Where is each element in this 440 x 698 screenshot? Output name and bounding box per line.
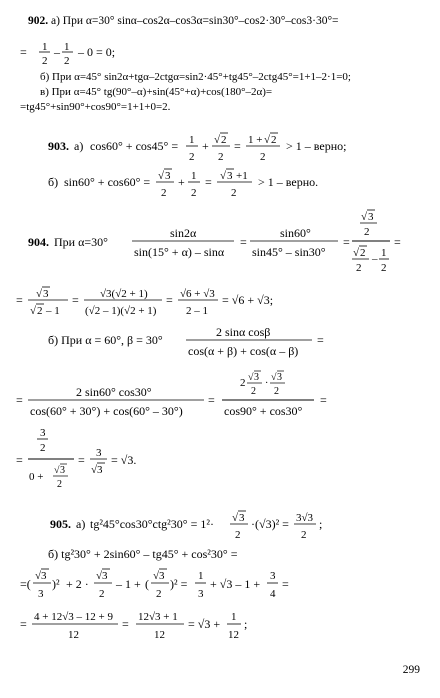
svg-text:·(√3)² =: ·(√3)² = [251, 517, 289, 531]
formula [8, 36, 208, 68]
problem-903-a [8, 128, 432, 168]
svg-text:3: 3 [40, 427, 46, 439]
svg-text:12: 12 [68, 629, 79, 641]
formula [8, 164, 432, 204]
problem-904-line1 [8, 206, 432, 282]
svg-text:2 sin60° cos30°: 2 sin60° cos30° [76, 385, 152, 399]
svg-text:2: 2 [40, 442, 46, 454]
svg-text:= √3.: = √3. [111, 453, 137, 467]
svg-text:–: – [54, 45, 60, 59]
svg-text:2: 2 [381, 262, 387, 274]
svg-text:(: ( [145, 577, 149, 591]
svg-text:3: 3 [227, 170, 233, 182]
svg-text:0 +: 0 + [29, 471, 44, 483]
svg-text:sin60° + cos60° =: sin60° + cos60° = [64, 175, 151, 189]
svg-text:2: 2 [274, 386, 279, 397]
svg-text:)²: )² [52, 577, 60, 591]
formula [8, 604, 432, 646]
svg-text:=: = [208, 393, 215, 407]
svg-text:3: 3 [277, 372, 282, 383]
problem-905-b: б) tg²30° + 2sin60° – tg45° + cos²30° = [48, 547, 238, 561]
svg-text:2: 2 [260, 151, 266, 163]
svg-text:4 + 12√3 – 12 + 9: 4 + 12√3 – 12 + 9 [34, 611, 113, 623]
page-number: 299 [402, 664, 420, 676]
svg-text:12: 12 [154, 629, 165, 641]
svg-text:2: 2 [240, 377, 246, 389]
svg-text:905.: 905. [50, 517, 71, 531]
svg-text:б): б) [48, 175, 59, 189]
problem-905-line3 [8, 564, 432, 606]
svg-text:1: 1 [231, 611, 237, 623]
svg-text:+: + [202, 139, 209, 153]
svg-text:904.: 904. [28, 235, 49, 249]
svg-text:=: = [234, 139, 241, 153]
svg-text:2: 2 [57, 479, 62, 490]
svg-text:1: 1 [189, 134, 195, 146]
svg-text:cos60° + cos45° =: cos60° + cos45° = [90, 139, 179, 153]
svg-text:√3(√2 + 1): √3(√2 + 1) [100, 288, 148, 300]
denominator: 2 [42, 55, 48, 67]
problem-902-line3: б) При α=45° sin2α+tgα–2ctgα=sin2·45°+tg45°–2ctg45°=1+1–2·1=0; [40, 71, 351, 83]
svg-text:3: 3 [43, 288, 49, 300]
formula [8, 206, 432, 282]
svg-text:1: 1 [64, 41, 70, 53]
svg-text:2: 2 [251, 386, 256, 397]
svg-text:= √3 +: = √3 + [188, 617, 221, 631]
svg-text:– 0 = 0;: – 0 = 0; [78, 45, 116, 59]
svg-text:=: = [343, 235, 350, 249]
problem-902-line5: =tg45°+sin90°+cos90°=1+1+0=2. [20, 101, 171, 113]
formula [8, 362, 432, 422]
svg-text:=: = [282, 577, 289, 591]
svg-text:√: √ [353, 247, 360, 259]
svg-text:=: = [16, 453, 23, 467]
svg-text:3: 3 [165, 170, 171, 182]
svg-text:=: = [205, 175, 212, 189]
svg-text:√: √ [361, 211, 368, 223]
svg-text:12√3 + 1: 12√3 + 1 [138, 611, 178, 623]
svg-text:3: 3 [368, 211, 374, 223]
svg-text:3: 3 [254, 372, 259, 383]
formula [8, 128, 432, 168]
formula [8, 424, 432, 496]
svg-text:+ √3 – 1 +: + √3 – 1 + [210, 577, 261, 591]
svg-text:√: √ [214, 134, 221, 146]
svg-text:=: = [317, 333, 324, 347]
svg-text:2 – 1: 2 – 1 [186, 305, 208, 317]
svg-text:=: = [20, 617, 27, 631]
svg-text:4: 4 [270, 588, 276, 600]
problem-904-c [8, 362, 432, 422]
svg-text:√: √ [264, 134, 271, 146]
svg-text:3: 3 [198, 588, 204, 600]
svg-text:=: = [122, 617, 129, 631]
svg-text:=: = [78, 453, 85, 467]
svg-text:sin45° – sin30°: sin45° – sin30° [252, 245, 326, 259]
formula [8, 322, 432, 362]
svg-text:√: √ [271, 372, 277, 383]
svg-text:√3: √3 [153, 570, 165, 582]
svg-text:=: = [166, 293, 173, 307]
svg-text:2: 2 [37, 305, 43, 317]
svg-text:– 1 +: – 1 + [116, 577, 141, 591]
svg-text:2: 2 [301, 529, 307, 541]
svg-text:2: 2 [356, 262, 362, 274]
svg-text:=: = [16, 293, 23, 307]
svg-text:а): а) [76, 517, 86, 531]
svg-text:> 1 – верно;: > 1 – верно; [286, 139, 347, 153]
svg-text:;: ; [319, 517, 323, 531]
svg-text:б) При α = 60°, β = 30°: б) При α = 60°, β = 30° [48, 333, 163, 347]
problem-905-a [8, 506, 432, 546]
svg-text:а): а) [74, 139, 84, 153]
problem-902-line1: 902. а) При α=30° sinα–cos2α–cos3α=sin30°–cos2·30°–cos3·30°= [28, 15, 339, 27]
svg-text:3√3: 3√3 [296, 512, 314, 524]
svg-text:1 +: 1 + [248, 134, 263, 146]
svg-text:;: ; [244, 617, 248, 631]
svg-text:√: √ [158, 170, 165, 182]
svg-text:– 1: – 1 [46, 305, 60, 317]
svg-text:При α=30°: При α=30° [54, 235, 108, 249]
svg-text:=: = [394, 235, 401, 249]
svg-text:903.: 903. [48, 139, 69, 153]
problem-902-line2 [8, 36, 432, 68]
svg-text:2: 2 [64, 55, 70, 67]
svg-text:1: 1 [198, 570, 204, 582]
svg-text:+: + [178, 175, 185, 189]
svg-text:=: = [320, 393, 327, 407]
svg-text:2: 2 [364, 226, 370, 238]
problem-904-b [8, 322, 432, 362]
svg-text:3: 3 [239, 512, 245, 524]
svg-text:sin(15° + α) – sinα: sin(15° + α) – sinα [134, 245, 225, 259]
svg-text:√3: √3 [91, 464, 103, 476]
svg-text:·: · [265, 378, 269, 389]
svg-text:= √6 + √3;: = √6 + √3; [222, 293, 274, 307]
formula [8, 564, 432, 606]
problem-903-b [8, 164, 432, 204]
problem-number: 902. [28, 15, 49, 27]
svg-text:2: 2 [218, 151, 224, 163]
svg-text:+1: +1 [236, 170, 248, 182]
formula [8, 282, 432, 322]
svg-text:√3: √3 [35, 570, 47, 582]
svg-text:=(: =( [20, 577, 31, 591]
svg-text:√: √ [220, 170, 227, 182]
problem-902-line4: в) При α=45° tg(90°–α)+sin(45°+α)+cos(180°–2α)= [40, 86, 273, 98]
svg-text:sin60°: sin60° [280, 226, 311, 240]
problem-904-d [8, 424, 432, 496]
svg-text:2: 2 [161, 187, 167, 199]
svg-text:2: 2 [99, 588, 105, 600]
svg-text:=: = [72, 293, 79, 307]
svg-text:cos(α + β) + cos(α – β): cos(α + β) + cos(α – β) [188, 344, 299, 358]
svg-text:3: 3 [96, 447, 102, 459]
svg-text:sin2α: sin2α [170, 226, 197, 240]
svg-text:2: 2 [231, 187, 237, 199]
svg-text:=: = [20, 45, 27, 59]
svg-text:tg²45°cos30°ctg²30° = 1²·: tg²45°cos30°ctg²30° = 1²· [90, 517, 214, 531]
svg-text:√: √ [30, 305, 37, 317]
svg-text:2 sinα cosβ: 2 sinα cosβ [216, 325, 271, 339]
svg-text:√: √ [36, 288, 43, 300]
svg-text:> 1 – верно.: > 1 – верно. [258, 175, 319, 189]
svg-text:1: 1 [381, 247, 387, 259]
numerator: 1 [42, 41, 48, 53]
svg-text:(√2 – 1)(√2 + 1): (√2 – 1)(√2 + 1) [85, 305, 157, 317]
svg-text:√: √ [248, 372, 254, 383]
svg-text:–: – [372, 253, 378, 265]
svg-text:2: 2 [271, 134, 277, 146]
problem-904-line2 [8, 282, 432, 322]
problem-905-line4 [8, 604, 432, 646]
svg-text:2: 2 [191, 187, 197, 199]
svg-text:)² =: )² = [170, 577, 188, 591]
svg-text:2: 2 [235, 529, 241, 541]
svg-text:2: 2 [156, 588, 162, 600]
svg-text:=: = [16, 393, 23, 407]
svg-text:√: √ [54, 465, 60, 476]
svg-text:2: 2 [189, 151, 195, 163]
svg-text:2: 2 [221, 134, 227, 146]
svg-text:12: 12 [228, 629, 239, 641]
svg-text:3: 3 [270, 570, 276, 582]
svg-text:√3: √3 [96, 570, 108, 582]
svg-text:3: 3 [60, 465, 65, 476]
svg-text:=: = [240, 235, 247, 249]
svg-text:3: 3 [38, 588, 44, 600]
svg-text:2: 2 [360, 247, 366, 259]
svg-text:cos90° + cos30°: cos90° + cos30° [224, 404, 303, 418]
svg-text:√: √ [232, 512, 239, 524]
formula [8, 506, 432, 546]
svg-text:+ 2 ·: + 2 · [66, 577, 89, 591]
svg-text:1: 1 [191, 170, 197, 182]
svg-text:cos(60° + 30°) + cos(60° – 30°: cos(60° + 30°) + cos(60° – 30°) [30, 404, 183, 418]
svg-text:√6 + √3: √6 + √3 [180, 288, 215, 300]
